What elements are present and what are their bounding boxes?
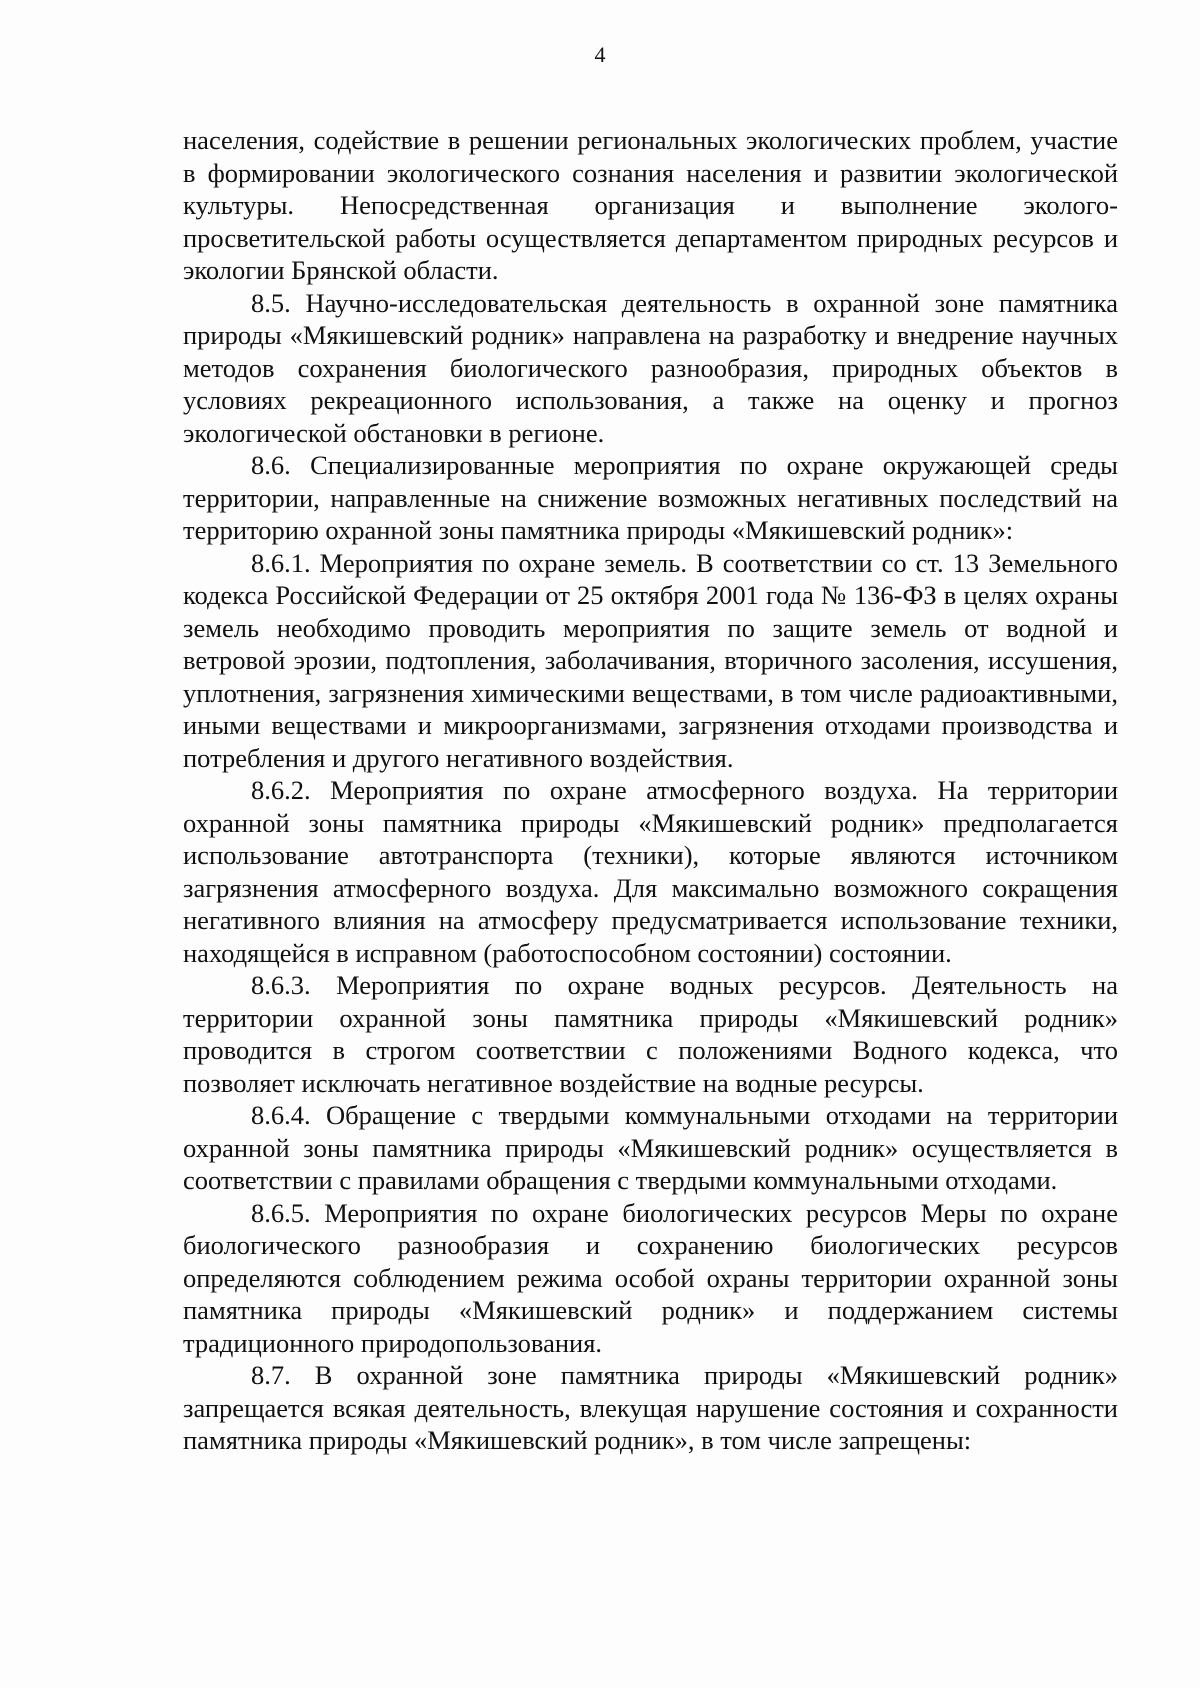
document-body	[183, 124, 1118, 1457]
paragraph-continuation: населения, содействие в решении региональных экологических проблем, участие в формировании экологического сознания населения и развитии экологической культуры. Непосредственная организация и выполнение эколого-просветительской работы осуществляется департаментом природных ресурсов и экологии Брянской области.	[183, 125, 1118, 285]
paragraph-8-6-4: 8.6.4. Обращение с твердыми коммунальными отходами на территории охранной зоны памятника природы «Мякишевский родник» осуществляется в соответствии с правилами обращения с твердыми коммунальными отходами.	[183, 1100, 1118, 1195]
paragraph-8-5: 8.5. Научно-исследовательская деятельность в охранной зоне памятника природы «Мякишевский родник» направлена на разработку и внедрение научных методов сохранения биологического разнообразия, природных объектов в условиях рекреационного использования, а также на оценку и прогноз экологической обстановки в регионе.	[183, 287, 1118, 448]
paragraph-8-6-2: 8.6.2. Мероприятия по охране атмосферного воздуха. На территории охранной зоны памятника природы «Мякишевский родник» предполагается использование автотранспорта (техники), которые являются источником загрязнения атмосферного воздуха. Для максимально возможного сокращения негативного влияния на атмосферу предусматривается использование техники, находящейся в исправном (работоспособном состоянии) состоянии.	[183, 775, 1118, 968]
paragraph-8-7: 8.7. В охранной зоне памятника природы «Мякишевский родник» запрещается всякая деятельность, влекущая нарушение состояния и сохранности памятника природы «Мякишевский родник», в том числе запрещены:	[183, 1360, 1118, 1455]
paragraph-8-6-5: 8.6.5. Мероприятия по охране биологических ресурсов Меры по охране биологического разнообразия и сохранению биологических ресурсов определяются соблюдением режима особой охраны территории охранной зоны памятника природы «Мякишевский родник» и поддержанием системы традиционного природопользования.	[183, 1197, 1118, 1358]
paragraph-8-6-1: 8.6.1. Мероприятия по охране земель. В соответствии со ст. 13 Земельного кодекса Российской Федерации от 25 октября 2001 года № 136-ФЗ в целях охраны земель необходимо проводить мероприятия по защите земель от водной и ветровой эрозии, подтопления, заболачивания, вторичного засоления, иссушения, уплотнения, загрязнения химическими веществами, в том числе радиоактивными, иными веществами и микроорганизмами, загрязнения отходами производства и потребления и другого негативного воздействия.	[183, 547, 1118, 773]
paragraph-8-6-3: 8.6.3. Мероприятия по охране водных ресурсов. Деятельность на территории охранной зоны памятника природы «Мякишевский родник» проводится в строгом соответствии с положениями Водного кодекса, что позволяет исключать негативное воздействие на водные ресурсы.	[183, 970, 1118, 1098]
page-number: 4	[594, 42, 606, 67]
paragraph-8-6: 8.6. Специализированные мероприятия по охране окружающей среды территории, направленные на снижение возможных негативных последствий на территорию охранной зоны памятника природы «Мякишевский родник»:	[183, 450, 1118, 545]
